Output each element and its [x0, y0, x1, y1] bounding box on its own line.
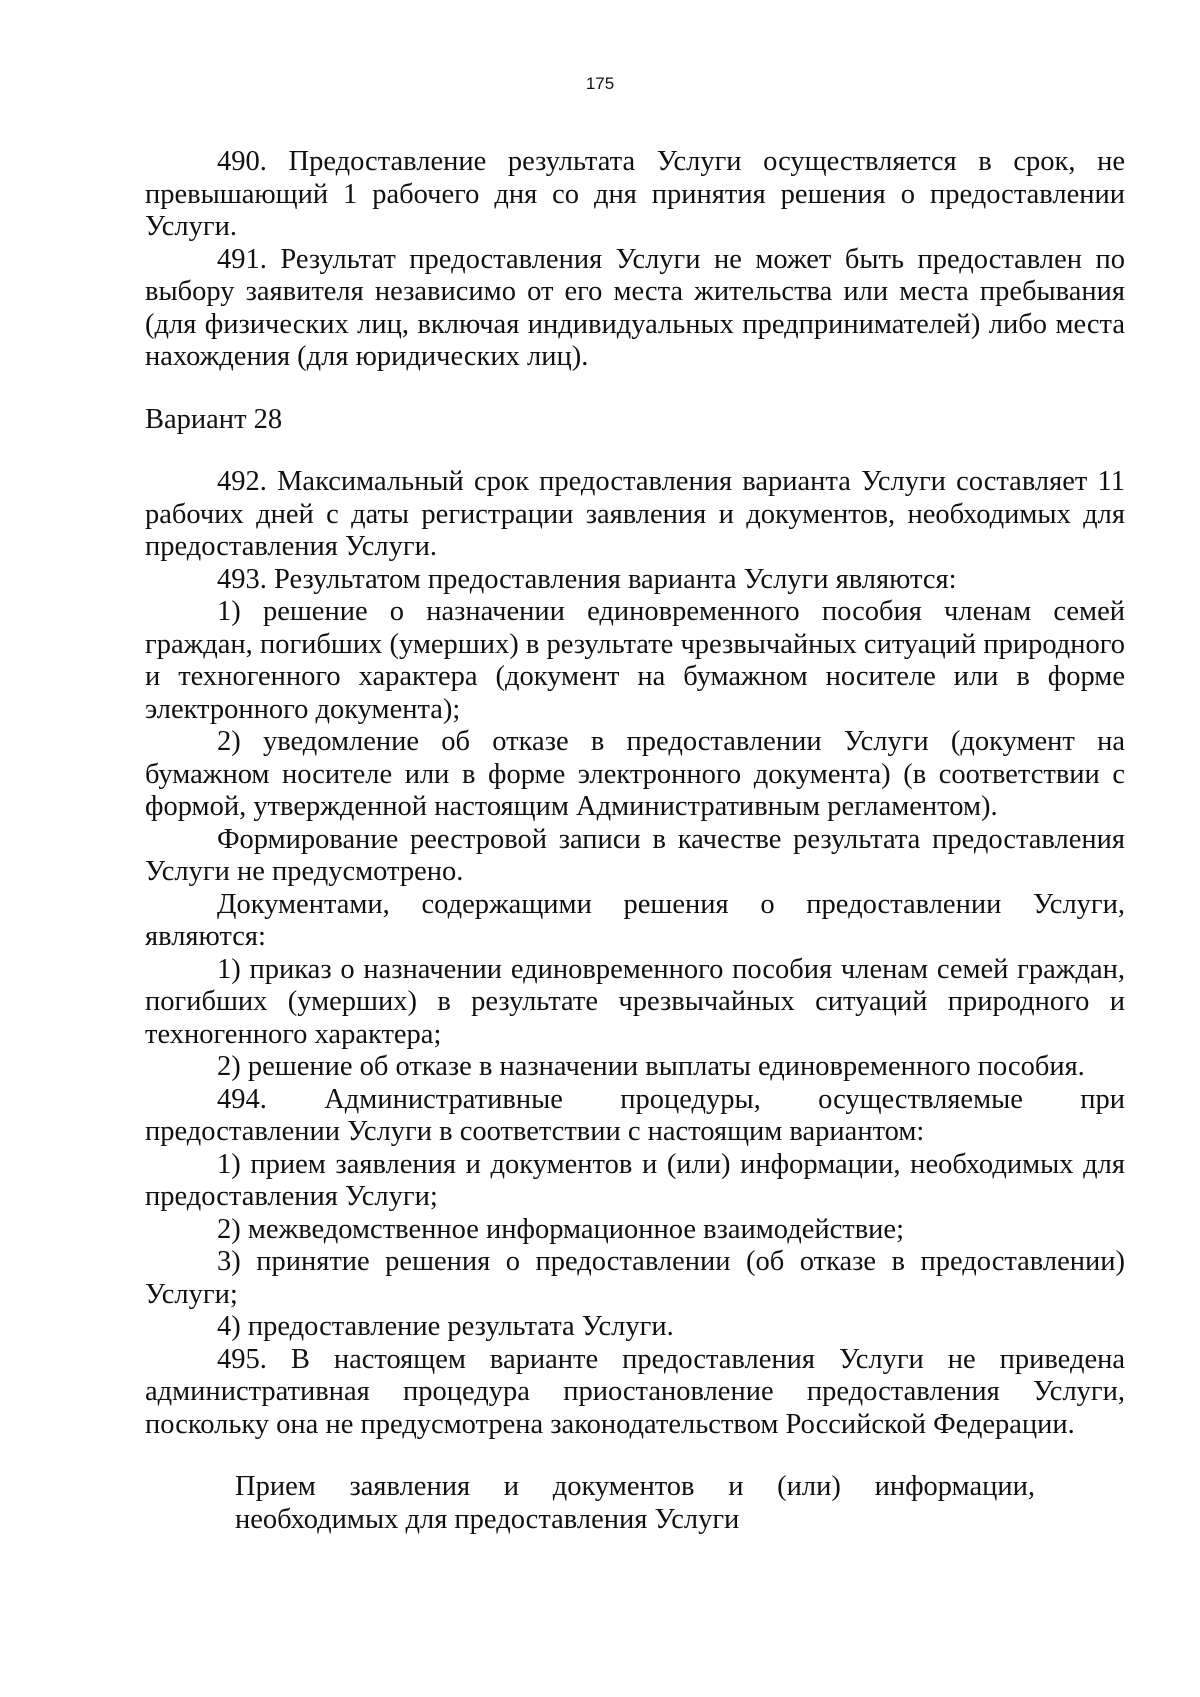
- list-item-result-1: 1) решение о назначении единовременного пособия членам семей граждан, погибших (умерших) в результате чрезвычайных ситуаций природного и техногенного характера (документ на бумажном носителе или в форме электронного документа);: [145, 596, 1125, 725]
- paragraph-decision-documents: Документами, содержащими решения о предоставлении Услуги, являются:: [145, 888, 1125, 952]
- document-body: [145, 146, 1125, 1536]
- section-heading: Прием заявления и документов и (или) информации, необходимых для предоставления Услуги: [235, 1471, 1035, 1535]
- list-item-procedure-4: 4) предоставление результата Услуги.: [217, 1311, 674, 1342]
- list-item-decision-1: 1) приказ о назначении единовременного пособия членам семей граждан, погибших (умерших) в результате чрезвычайных ситуаций природного и техногенного характера;: [145, 953, 1125, 1050]
- page-number: 175: [585, 74, 615, 93]
- paragraph-registry-note: Формирование реестровой записи в качестве результата предоставления Услуги не предусмотрено.: [145, 823, 1125, 887]
- list-item-decision-2: 2) решение об отказе в назначении выплаты единовременного пособия.: [217, 1051, 1085, 1082]
- paragraph-493: 493. Результатом предоставления варианта Услуги являются:: [217, 563, 957, 595]
- paragraph-494: 494. Административные процедуры, осуществляемые при предоставлении Услуги в соответствии с настоящим вариантом:: [145, 1083, 1125, 1147]
- paragraph-490: 490. Предоставление результата Услуги осуществляется в срок, не превышающий 1 рабочего дня со дня принятия решения о предоставлении Услуги.: [145, 146, 1125, 242]
- list-item-result-2: 2) уведомление об отказе в предоставлении Услуги (документ на бумажном носителе или в форме электронного документа) (в соответствии с формой, утвержденной настоящим Административным регламентом).: [145, 726, 1125, 822]
- list-item-procedure-1: 1) прием заявления и документов и (или) информации, необходимых для предоставления Услуги;: [145, 1148, 1125, 1212]
- list-item-procedure-2: 2) межведомственное информационное взаимодействие;: [217, 1213, 904, 1245]
- paragraph-492: 492. Максимальный срок предоставления варианта Услуги составляет 11 рабочих дней с даты регистрации заявления и документов, необходимых для предоставления Услуги.: [145, 466, 1125, 562]
- paragraph-495: 495. В настоящем варианте предоставления Услуги не приведена административная процедура приостановление предоставления Услуги, поскольку она не предусмотрена законодательством Российской Федерации.: [145, 1343, 1125, 1440]
- paragraph-491: 491. Результат предоставления Услуги не может быть предоставлен по выбору заявителя независимо от его места жительства или места пребывания (для физических лиц, включая индивидуальных предпринимателей) либо места нахождения (для юридических лиц).: [145, 243, 1125, 372]
- list-item-procedure-3: 3) принятие решения о предоставлении (об отказе в предоставлении) Услуги;: [145, 1246, 1125, 1310]
- variant-heading: Вариант 28: [145, 403, 283, 435]
